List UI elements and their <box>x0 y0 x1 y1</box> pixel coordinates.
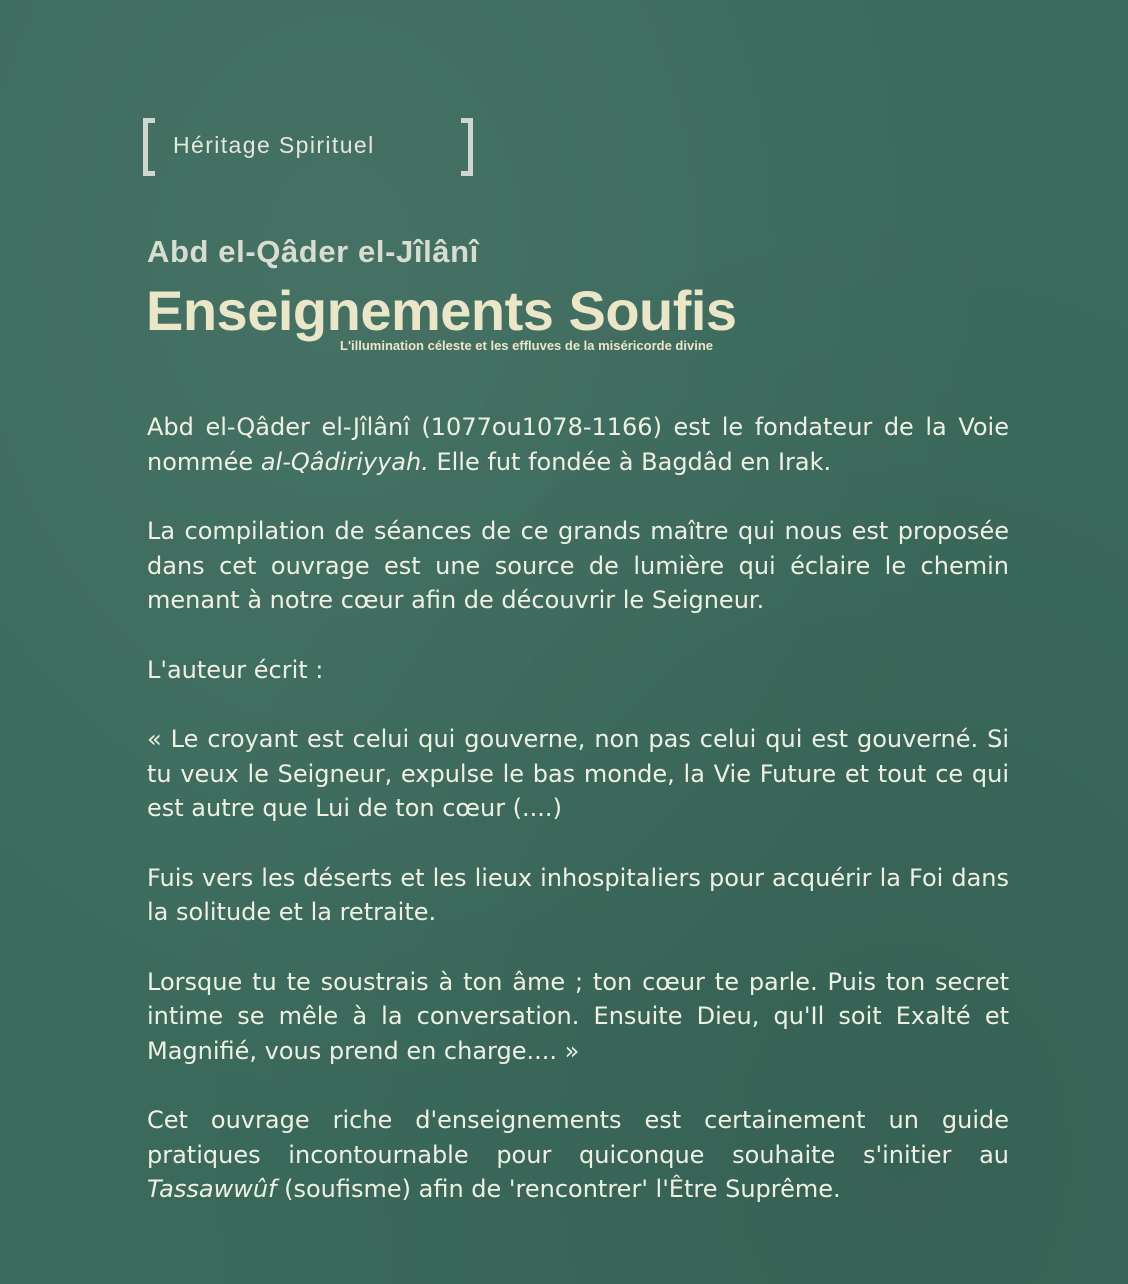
blurb-paragraph-3: L'auteur écrit : <box>147 655 324 684</box>
blurb-text <box>147 410 1009 1242</box>
book-subtitle: L'illumination céleste et les effluves de la miséricorde divine <box>340 338 714 353</box>
quote-paragraph-1: « Le croyant est celui qui gouverne, non pas celui qui est gouverné. Si tu veux le Seigneur, expulse le bas monde, la Vie Future et tout ce qui est autre que Lui de ton cœur (....) <box>147 725 1009 822</box>
blurb-text-run: Elle fut fondée à Bagdâd en Irak. <box>428 447 832 476</box>
left-bracket-icon <box>143 118 155 176</box>
blurb-text-run: Cet ouvrage riche d'enseignements est certainement un guide pratiques incontournable pour quiconque souhaite s'initier au <box>147 1106 1009 1169</box>
blurb-paragraph-1 <box>147 410 1009 479</box>
series-name: Héritage Spirituel <box>173 132 375 158</box>
series-label-block <box>143 118 473 176</box>
author-name: Abd el-Qâder el-Jîlânî <box>147 234 479 269</box>
right-bracket-icon <box>461 118 473 176</box>
quote-paragraph-2: Fuis vers les déserts et les lieux inhospitaliers pour acquérir la Foi dans la solitude et la retraite. <box>147 863 1009 926</box>
blurb-text-run: (soufisme) afin de 'rencontrer' l'Être Suprême. <box>276 1175 841 1203</box>
term-tassawwuf: Tassawwûf <box>147 1175 277 1203</box>
blurb-text-run: Abd el-Qâder el-Jîlânî (1077ou1078-1166) est le fondateur de la Voie nommée <box>147 413 1009 476</box>
book-title: Enseignements Soufis <box>146 279 737 342</box>
order-name: al-Qâdiriyyah. <box>260 447 429 476</box>
blurb-paragraph-7 <box>147 1103 1009 1207</box>
blurb-paragraph-2: La compilation de séances de ce grands maître qui nous est proposée dans cet ouvrage est une source de lumière qui éclaire le chemin menant à notre cœur afin de découvrir le Seigneur. <box>147 517 1009 614</box>
quote-paragraph-3: Lorsque tu te soustrais à ton âme ; ton cœur te parle. Puis ton secret intime se mêle à la conversation. Ensuite Dieu, qu'Il soit Exalté et Magnifié, vous prend en charge.... » <box>147 967 1009 1065</box>
